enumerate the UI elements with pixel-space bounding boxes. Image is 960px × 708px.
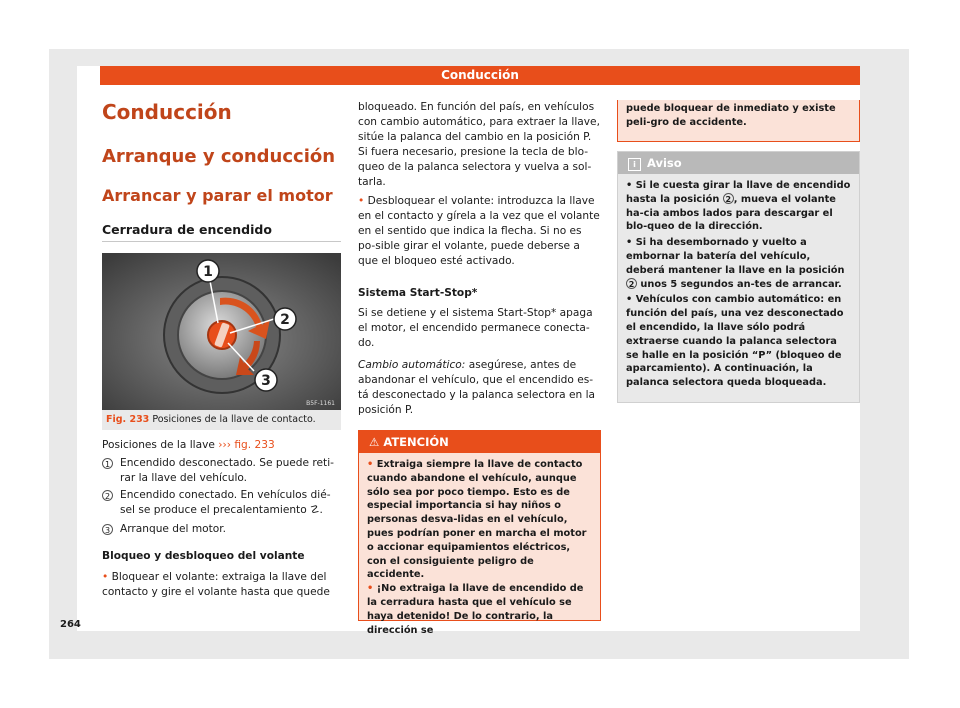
warning-continuation: puede bloquear de inmediato y existe peli-gro de accidente. [617,100,860,142]
svg-text:2: 2 [280,312,290,328]
list-item: 3 Arranque del motor. [102,522,341,537]
steering-unlock-bullet: • Desbloquear el volante: introduzca la llave en el contacto y gírela a la vez que el volante en el sentido que indica la flecha. Si no es po-sible girar el volante, puede deberse a que el bloqueo esté activado. [358,195,600,267]
automatic-paragraph: Cambio automático: asegúrese, antes de abandonar el vehículo, que el encendido es-tá desconectado y la palanca selectora en la posición P. [358,359,596,416]
warning-header: ⚠ ATENCIÓN [359,431,600,453]
list-item: 1 Encendido desconectado. Se puede reti-rar la llave del vehículo. [102,456,341,486]
note-box [617,151,860,403]
marker-1 [197,260,219,282]
warning-box [358,430,601,636]
subsection-title: Arrancar y parar el motor [102,186,333,205]
note-body: • Si le cuesta girar la llave de encendido hasta la posición 2 , mueva el volante ha-cia ambos lados para descargar el blo-queo de la dirección. • Si ha desembornado y vuelto a embornar la batería del vehículo, deberá mantener la llave en la posición 2 unos 5 segundos an-tes de arrancar. • Vehículos con cambio automático: en función del país, una vez desconectado el encendido, la llave sólo podrá extraerse cuando la palanca selectora se halle en la posición “P” (bloqueo de aparcamiento). A continuación, la palanca selectora queda bloqueada. [626,180,851,389]
marker-3 [255,369,277,391]
warning-icon: ⚠ [369,435,380,449]
ignition-illustration [102,253,341,410]
figure-caption-text: Posiciones de la llave de contacto. [152,414,316,425]
start-stop-subhead: Sistema Start-Stop* [358,287,478,299]
section-header: Conducción [100,66,860,85]
topic-divider [102,241,341,242]
figure-number: Fig. 233 [106,414,150,425]
steering-lock-subhead: Bloqueo y desbloqueo del volante [102,550,305,562]
steering-lock-paragraph: bloqueado. En función del país, en vehículos con cambio automático, para extraer la llave, sitúe la palanca del cambio en la posición P. Si fuera necesario, presione la tecla de blo-queo de la palanca selectora y vuelva a sol-tarla. [358,101,600,188]
info-icon: i [628,158,641,171]
figure-reference-link[interactable]: ››› fig. 233 [218,439,275,451]
figure-caption [102,410,341,430]
marker-2 [274,308,296,330]
start-stop-paragraph: Si se detiene y el sistema Start-Stop* apaga el motor, el encendido permanece conecta-do. [358,307,593,349]
list-item: 2 Encendido conectado. En vehículos dié-sel se produce el precalentamiento ☡. [102,488,341,518]
note-header: i Aviso [618,152,859,174]
section-title: Arranque y conducción [102,146,336,167]
positions-intro: Posiciones de la llave ››› fig. 233 [102,439,275,451]
topic-title: Cerradura de encendido [102,222,272,237]
svg-text:3: 3 [261,373,271,389]
ignition-figure [102,253,341,410]
svg-text:1: 1 [203,264,213,280]
steering-lock-bullet: • Bloquear el volante: extraiga la llave del contacto y gire el volante hasta que quede [102,571,330,598]
warning-body: • Extraiga siempre la llave de contacto cuando abandone el vehículo, aunque sólo sea por poco tiempo. Esto es de especial importancia si hay niños o personas desva-lidas en el vehículo, pues podrían poner en marcha el motor o accionar equipamientos eléctricos, con el consiguiente peligro de accidente. • ¡No extraiga la llave de encendido de la cerradura hasta que el vehículo se haya detenido! De lo contrario, la dirección se [367,459,587,636]
page-number: 264 [60,619,81,630]
chapter-title: Conducción [102,100,232,124]
figure-code: B5F-1161 [306,400,335,407]
